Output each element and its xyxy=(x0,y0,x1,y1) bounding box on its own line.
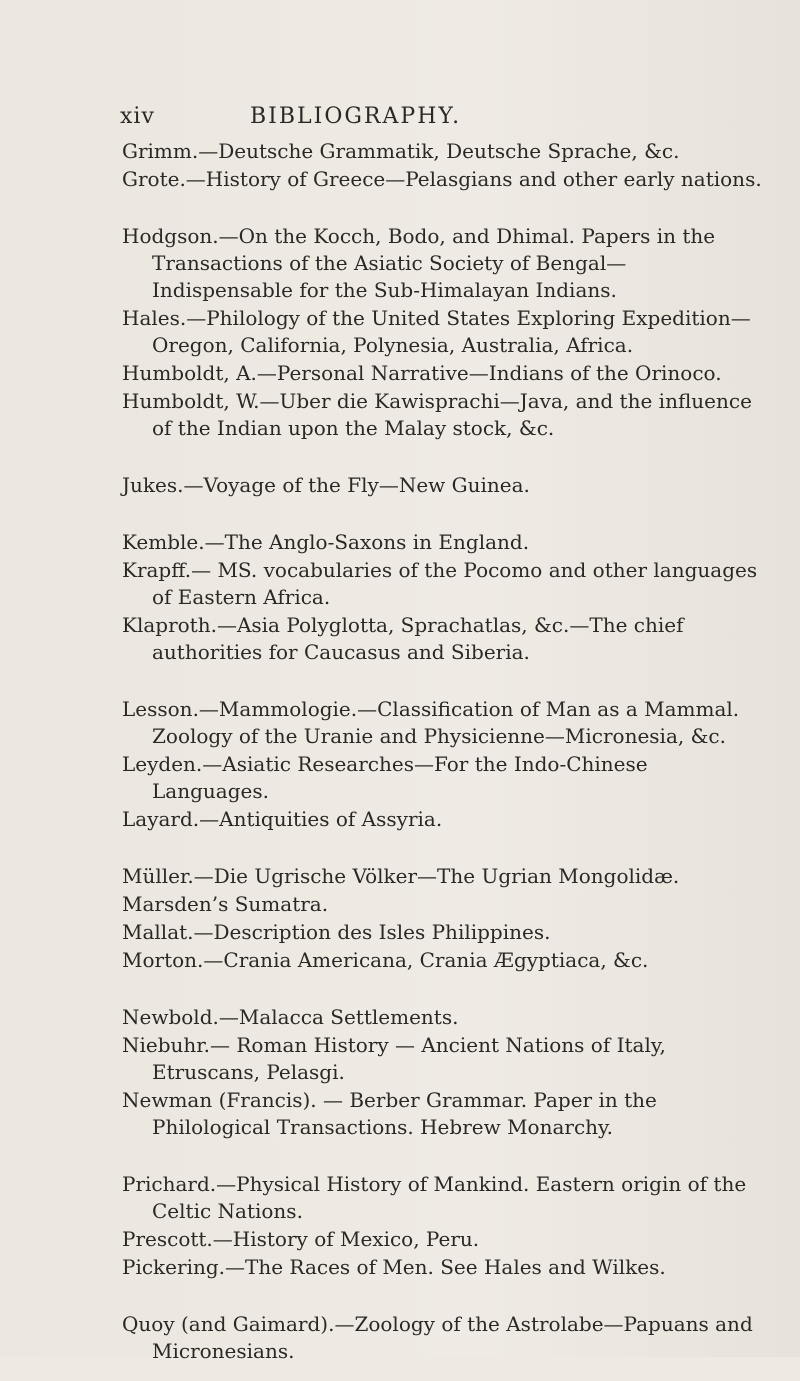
bibliography-list xyxy=(122,138,762,1381)
bib-entry: Krapff.— MS. vocabularies of the Pocomo and other languages of Eastern Africa. xyxy=(122,558,758,609)
bib-entry: Klaproth.—Asia Polyglotta, Sprachatlas, &c.—The chief authorities for Caucasus and Siberia. xyxy=(122,613,684,664)
bib-entry: Niebuhr.— Roman History — Ancient Nations of Italy, Etruscans, Pelasgi. xyxy=(122,1033,666,1084)
bib-entry: Müller.—Die Ugrische Völker—The Ugrian Mongolidæ. xyxy=(122,864,680,888)
bib-entry: Hodgson.—On the Kocch, Bodo, and Dhimal. Papers in the Transactions of the Asiatic Society of Bengal—Indispensable for the Sub-Himalayan Indians. xyxy=(122,224,716,302)
group-n xyxy=(122,1004,762,1141)
bib-entry: Newbold.—Malacca Settlements. xyxy=(122,1005,459,1029)
page-header xyxy=(0,104,800,134)
bib-entry: Hales.—Philology of the United States Exploring Expedition—Oregon, California, Polynesia, Australia, Africa. xyxy=(122,306,751,357)
bib-entry: Prichard.—Physical History of Mankind. Eastern origin of the Celtic Nations. xyxy=(122,1172,747,1223)
bib-entry: Morton.—Crania Americana, Crania Ægyptiaca, &c. xyxy=(122,948,649,972)
group-j xyxy=(122,472,762,499)
bib-entry: Mallat.—Description des Isles Philippines. xyxy=(122,920,551,944)
bib-entry: Jukes.—Voyage of the Fly—New Guinea. xyxy=(122,473,530,497)
bib-entry: Humboldt, A.—Personal Narrative—Indians of the Orinoco. xyxy=(122,361,722,385)
group-g xyxy=(122,138,762,193)
bib-entry: Leyden.—Asiatic Researches—For the Indo-Chinese Languages. xyxy=(122,752,648,803)
running-title: BIBLIOGRAPHY. xyxy=(250,104,462,129)
bib-entry: Lesson.—Mammologie.—Classification of Man as a Mammal. Zoology of the Uranie and Physicienne—Micronesia, &c. xyxy=(122,697,740,748)
bib-entry: Newman (Francis). — Berber Grammar. Paper in the Philological Transactions. Hebrew Monarchy. xyxy=(122,1088,657,1139)
group-k xyxy=(122,529,762,666)
bib-entry: Grote.—History of Greece—Pelasgians and other early nations. xyxy=(122,167,762,191)
group-h xyxy=(122,223,762,442)
group-p xyxy=(122,1171,762,1281)
bib-entry: Prescott.—History of Mexico, Peru. xyxy=(122,1227,480,1251)
bib-entry: Humboldt, W.—Uber die Kawisprachi—Java, and the influence of the Indian upon the Malay stock, &c. xyxy=(122,389,752,440)
bib-entry: Quoy (and Gaimard).—Zoology of the Astrolabe—Papuans and Micronesians. xyxy=(122,1312,753,1363)
bib-entry: Layard.—Antiquities of Assyria. xyxy=(122,807,443,831)
bib-entry: Pickering.—The Races of Men. See Hales and Wilkes. xyxy=(122,1255,666,1279)
bib-entry: Kemble.—The Anglo-Saxons in England. xyxy=(122,530,530,554)
bib-entry: Marsden’s Sumatra. xyxy=(122,892,329,916)
bib-entry: Grimm.—Deutsche Grammatik, Deutsche Sprache, &c. xyxy=(122,139,680,163)
group-m xyxy=(122,863,762,974)
page-number: xiv xyxy=(120,104,155,129)
group-l xyxy=(122,696,762,833)
